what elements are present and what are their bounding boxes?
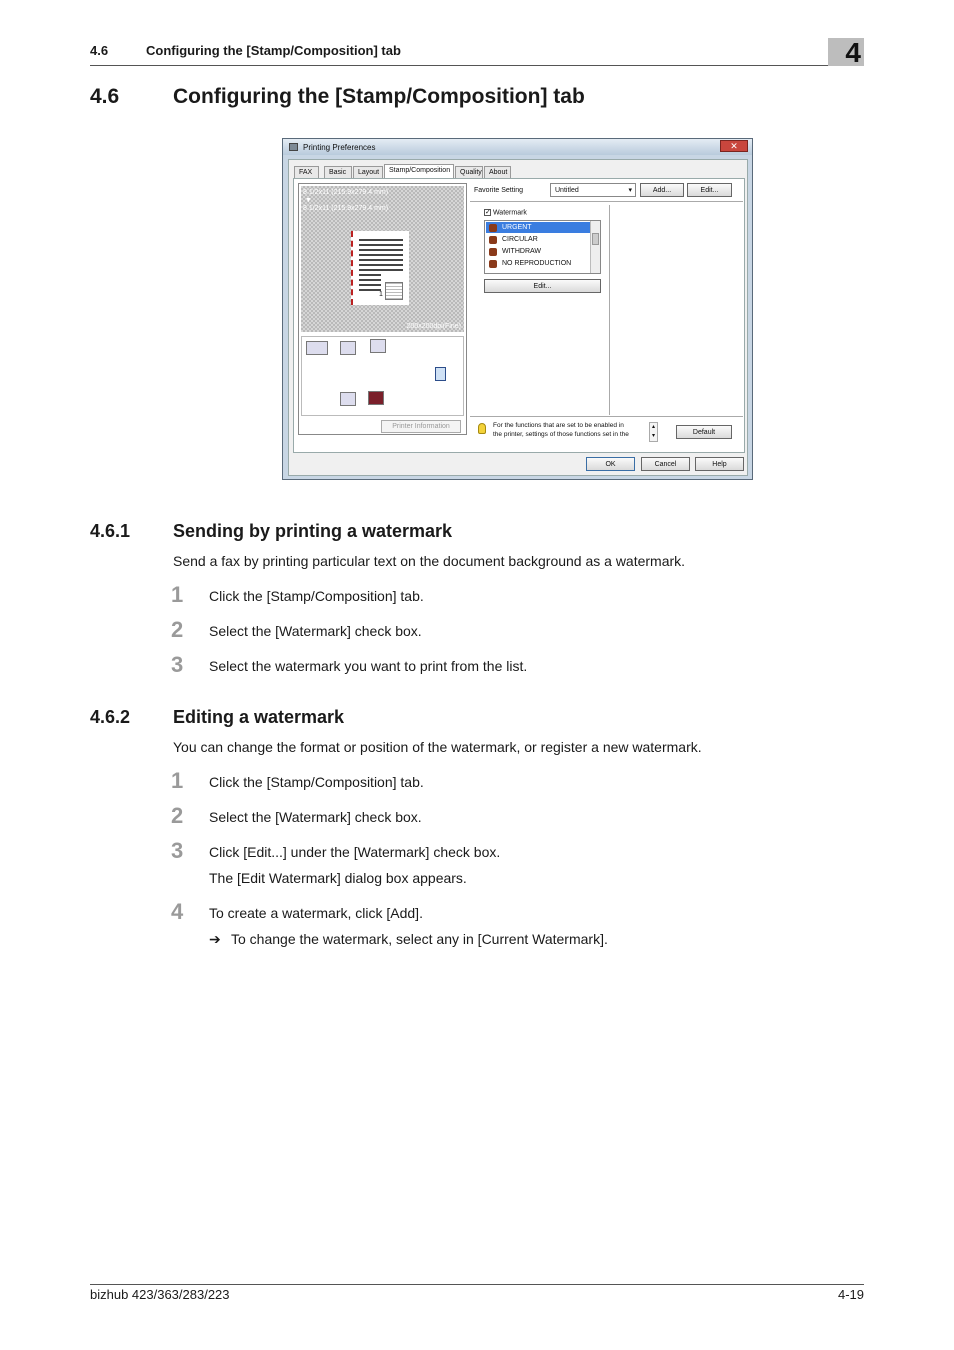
step-number: 3 [171,838,184,863]
cancel-button[interactable]: Cancel [641,457,690,471]
watermark-icon [489,236,497,244]
footer-product: bizhub 423/363/283/223 [90,1287,230,1302]
step-number: 4 [171,899,184,924]
step-text: Select the [Watermark] check box. [209,809,422,825]
fax-setting-icon [306,341,328,355]
ok-button[interactable]: OK [586,457,635,471]
header-section-number: 4.6 [90,43,109,58]
step-number: 2 [171,617,184,642]
info-line-1: For the functions that are set to be enabled in [493,422,624,429]
stamp-icon [340,341,356,355]
step-number: 1 [171,768,184,793]
page-marker: 1 [379,291,383,298]
printer-icon [289,143,298,151]
printing-preferences-dialog [282,138,753,480]
dropdown-caret-icon: ▾ [628,187,632,194]
watermark-icon [489,260,497,268]
paper-preview [351,231,409,305]
divider [470,201,743,202]
header-section-title: Configuring the [Stamp/Composition] tab [146,43,401,58]
step-text: Click the [Stamp/Composition] tab. [209,774,424,790]
step-number: 2 [171,803,184,828]
list-item[interactable]: NO REPRODUCTION [486,258,590,269]
tab-quality[interactable]: Quality [455,166,483,178]
function-icons [301,336,464,416]
footer-page-number: 4-19 [837,1287,864,1302]
document-icon [370,339,386,353]
watermark-edit-button[interactable]: Edit... [484,279,601,293]
section-title: Configuring the [Stamp/Composition] tab [173,85,585,108]
help-button[interactable]: Help [695,457,744,471]
lightbulb-icon [478,423,486,434]
paper-size-original: 8 1/2x11 (215.9x279.4 mm) [303,189,389,196]
arrow-down-icon: ▼ [305,197,312,204]
list-scrollbar[interactable] [590,221,600,273]
arrow-right-icon: ➔ [209,931,221,947]
watermark-checkbox[interactable] [484,209,527,216]
divider-vertical [609,205,610,415]
info-line-2: the printer, settings of those functions set in the [493,431,629,438]
watermark-icon [489,224,497,232]
user-icon [340,392,356,406]
intro-text: Send a fax by printing particular text on the document background as a watermark. [173,553,686,569]
step-text: Click the [Stamp/Composition] tab. [209,588,424,604]
list-item[interactable]: URGENT [486,222,590,233]
subsection-title: Sending by printing a watermark [173,521,453,541]
step-result: The [Edit Watermark] dialog box appears. [209,870,467,886]
intro-text: You can change the format or position of the watermark, or register a new watermark. [173,739,702,755]
edit-button[interactable]: Edit... [687,183,732,197]
colour-user-icon [368,391,384,405]
chapter-number: 4 [845,37,861,68]
paper-size-output: 8 1/2x11 (215.9x279.4 mm) [303,205,389,212]
step-text: Select the watermark you want to print from the list. [209,658,528,674]
dialog-title: Printing Preferences [303,143,376,152]
sub-step-text: To change the watermark, select any in [Current Watermark]. [231,931,608,947]
output-icon [435,367,446,381]
step-number: 1 [171,582,184,607]
tab-layout[interactable]: Layout [353,166,383,178]
add-button[interactable]: Add... [640,183,684,197]
favorite-setting-select[interactable] [550,183,636,197]
tab-fax[interactable]: FAX [294,166,319,178]
step-text: Click [Edit...] under the [Watermark] check box. [209,844,501,860]
dialog-body [288,159,748,476]
tab-stamp-composition[interactable]: Stamp/Composition [384,164,454,178]
chapter-badge [828,38,864,66]
resolution-label: 200x200dpi(Fine) [406,323,461,330]
print-preview [301,186,464,332]
step-number: 3 [171,652,184,677]
close-button[interactable]: ✕ [720,140,748,152]
scroll-thumb[interactable] [592,233,599,245]
subsection-title: Editing a watermark [173,707,345,727]
divider [470,416,743,417]
subsection-number: 4.6.2 [90,707,131,727]
page-grid-icon [385,282,403,300]
dialog-titlebar [283,139,752,155]
sub-step [209,931,608,948]
page-footer [90,1284,864,1302]
checkbox-checked-icon: ✓ [485,209,491,216]
info-scroll-arrows[interactable]: ▴ ▾ [649,422,658,442]
watermark-label: Watermark [492,209,527,217]
list-item[interactable]: CIRCULAR [486,234,590,245]
list-item[interactable]: WITHDRAW [486,246,590,257]
running-header [90,37,864,68]
tab-about[interactable]: About [484,166,511,178]
tab-basic[interactable]: Basic [324,166,352,178]
subsection-number: 4.6.1 [90,521,131,541]
step-text: Select the [Watermark] check box. [209,623,422,639]
default-button[interactable]: Default [676,425,732,439]
step-text: To create a watermark, click [Add]. [209,905,423,921]
printer-information-button[interactable]: Printer Information [381,420,461,433]
section-number: 4.6 [90,85,120,108]
watermark-list[interactable] [484,220,601,274]
favorite-setting-value: Untitled [555,187,579,194]
watermark-icon [489,248,497,256]
preview-frame [298,183,467,435]
tab-panel [293,178,745,453]
favorite-setting-label: Favorite Setting [474,187,524,194]
